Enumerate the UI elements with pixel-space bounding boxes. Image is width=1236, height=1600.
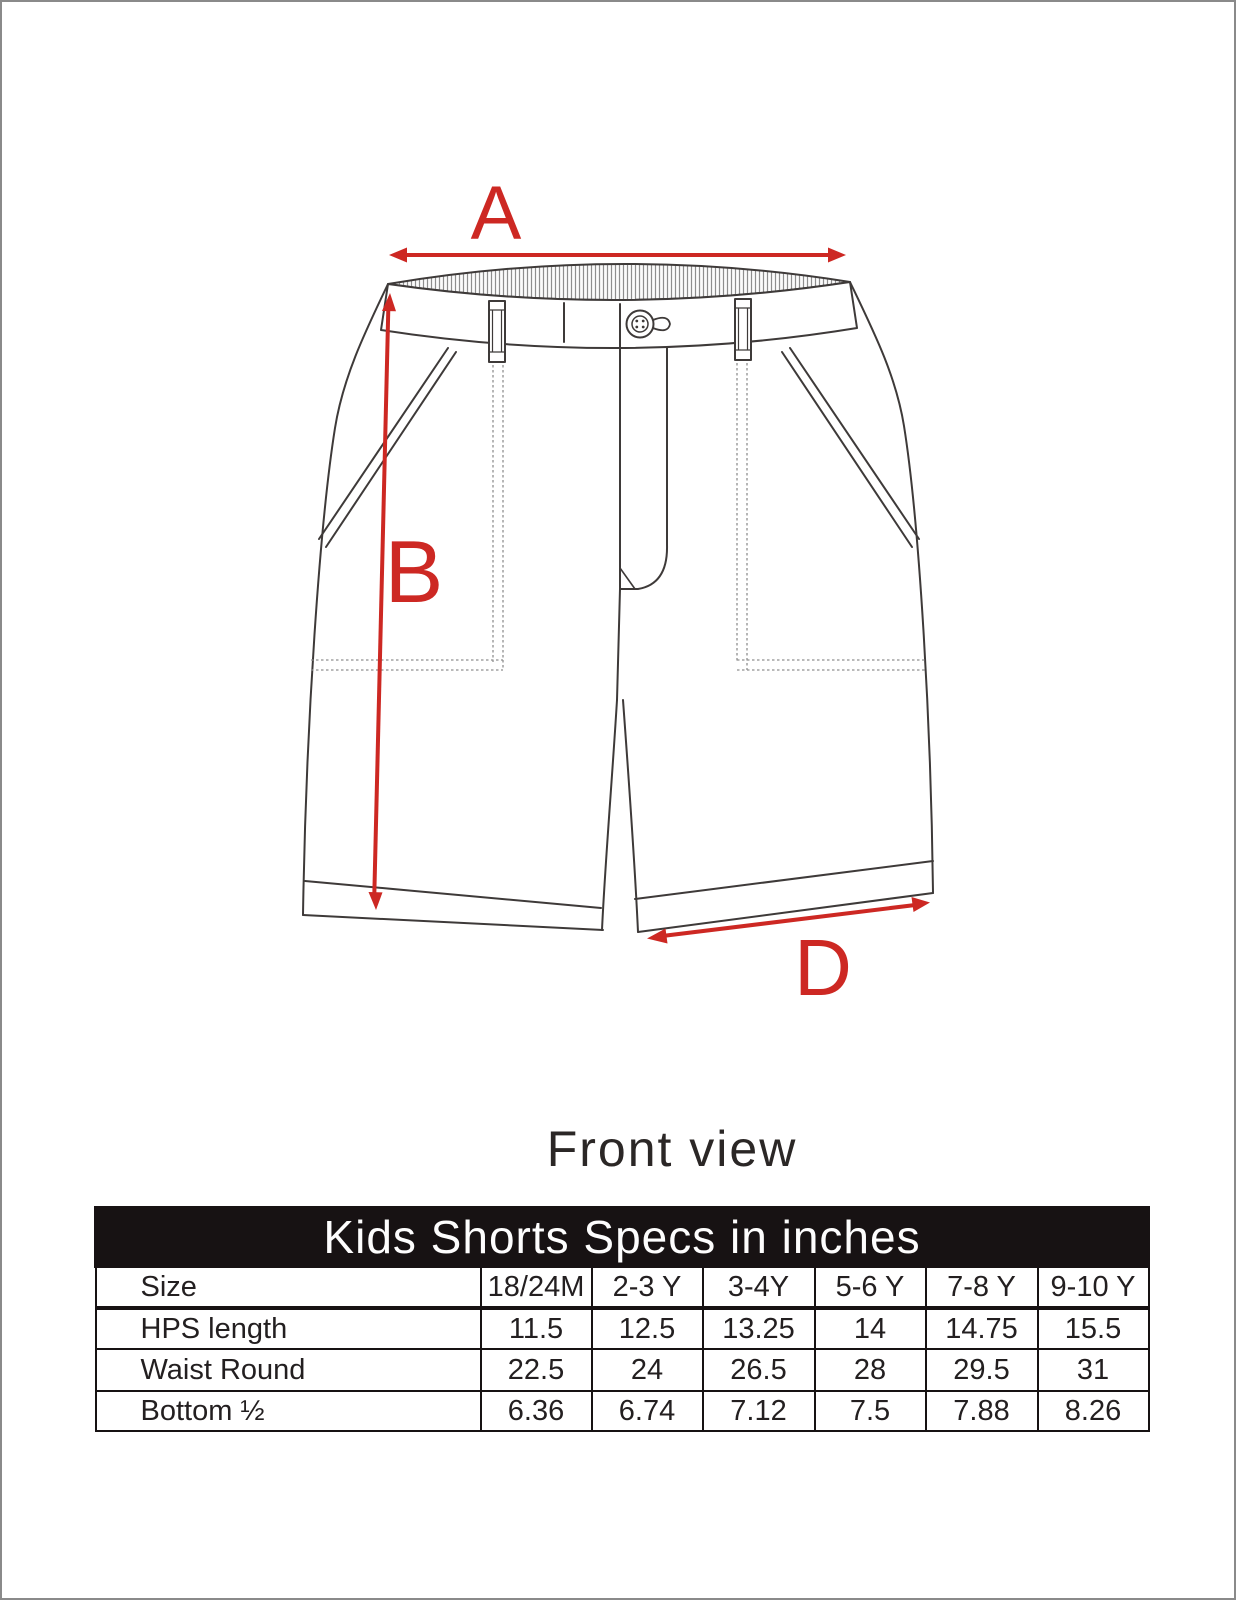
size-column-header: 7-8 Y <box>926 1267 1038 1309</box>
spec-cell: 6.36 <box>481 1391 592 1431</box>
size-column-header: 18/24M <box>481 1267 592 1309</box>
spec-row-label: Size <box>96 1267 481 1309</box>
dimension-label-b: B <box>384 522 444 621</box>
front-view-caption: Front view <box>546 1121 798 1177</box>
spec-cell: 31 <box>1038 1349 1149 1391</box>
shorts-technical-drawing <box>2 2 1236 1112</box>
right-inseam <box>623 700 638 932</box>
spec-cell: 8.26 <box>1038 1391 1149 1431</box>
spec-cell: 7.5 <box>815 1391 926 1431</box>
spec-cell: 24 <box>592 1349 703 1391</box>
belt-loop-right <box>735 299 751 360</box>
size-column-header: 2-3 Y <box>592 1267 703 1309</box>
spec-cell: 13.25 <box>703 1308 815 1349</box>
spec-row-label: Waist Round <box>96 1349 481 1391</box>
dimension-arrow-a <box>389 248 846 263</box>
size-column-header: 5-6 Y <box>815 1267 926 1309</box>
spec-cell: 14 <box>815 1308 926 1349</box>
right-outer-seam <box>850 282 933 893</box>
table-title: Kids Shorts Specs in inches <box>96 1208 1149 1267</box>
spec-row-label: HPS length <box>96 1308 481 1349</box>
table-row <box>96 1391 1149 1431</box>
center-front-seam <box>617 348 620 700</box>
fly-bartack-triangle <box>620 568 635 589</box>
spec-cell: 11.5 <box>481 1308 592 1349</box>
table-row <box>96 1349 1149 1391</box>
right-pocket-opening <box>782 348 919 547</box>
spec-cell: 12.5 <box>592 1308 703 1349</box>
spec-cell: 7.88 <box>926 1391 1038 1431</box>
dimension-label-a: A <box>470 171 522 256</box>
spec-cell: 26.5 <box>703 1349 815 1391</box>
spec-row-label: Bottom ½ <box>96 1391 481 1431</box>
table-row <box>96 1308 1149 1349</box>
spec-cell: 6.74 <box>592 1391 703 1431</box>
dimension-label-d: D <box>794 923 852 1012</box>
size-header-row <box>96 1267 1149 1309</box>
spec-cell: 7.12 <box>703 1391 815 1431</box>
left-inseam <box>602 700 617 930</box>
size-column-header: 9-10 Y <box>1038 1267 1149 1309</box>
left-leg-hem <box>303 881 603 930</box>
spec-table <box>94 1206 1150 1432</box>
spec-cell: 28 <box>815 1349 926 1391</box>
spec-cell: 22.5 <box>481 1349 592 1391</box>
fly-j-stitch <box>620 348 667 589</box>
spec-cell: 15.5 <box>1038 1308 1149 1349</box>
belt-loop-left <box>489 301 505 362</box>
size-column-header: 3-4Y <box>703 1267 815 1309</box>
dimension-arrow-d <box>647 897 930 944</box>
spec-cell: 14.75 <box>926 1308 1038 1349</box>
table-title-row <box>96 1208 1149 1267</box>
spec-cell: 29.5 <box>926 1349 1038 1391</box>
